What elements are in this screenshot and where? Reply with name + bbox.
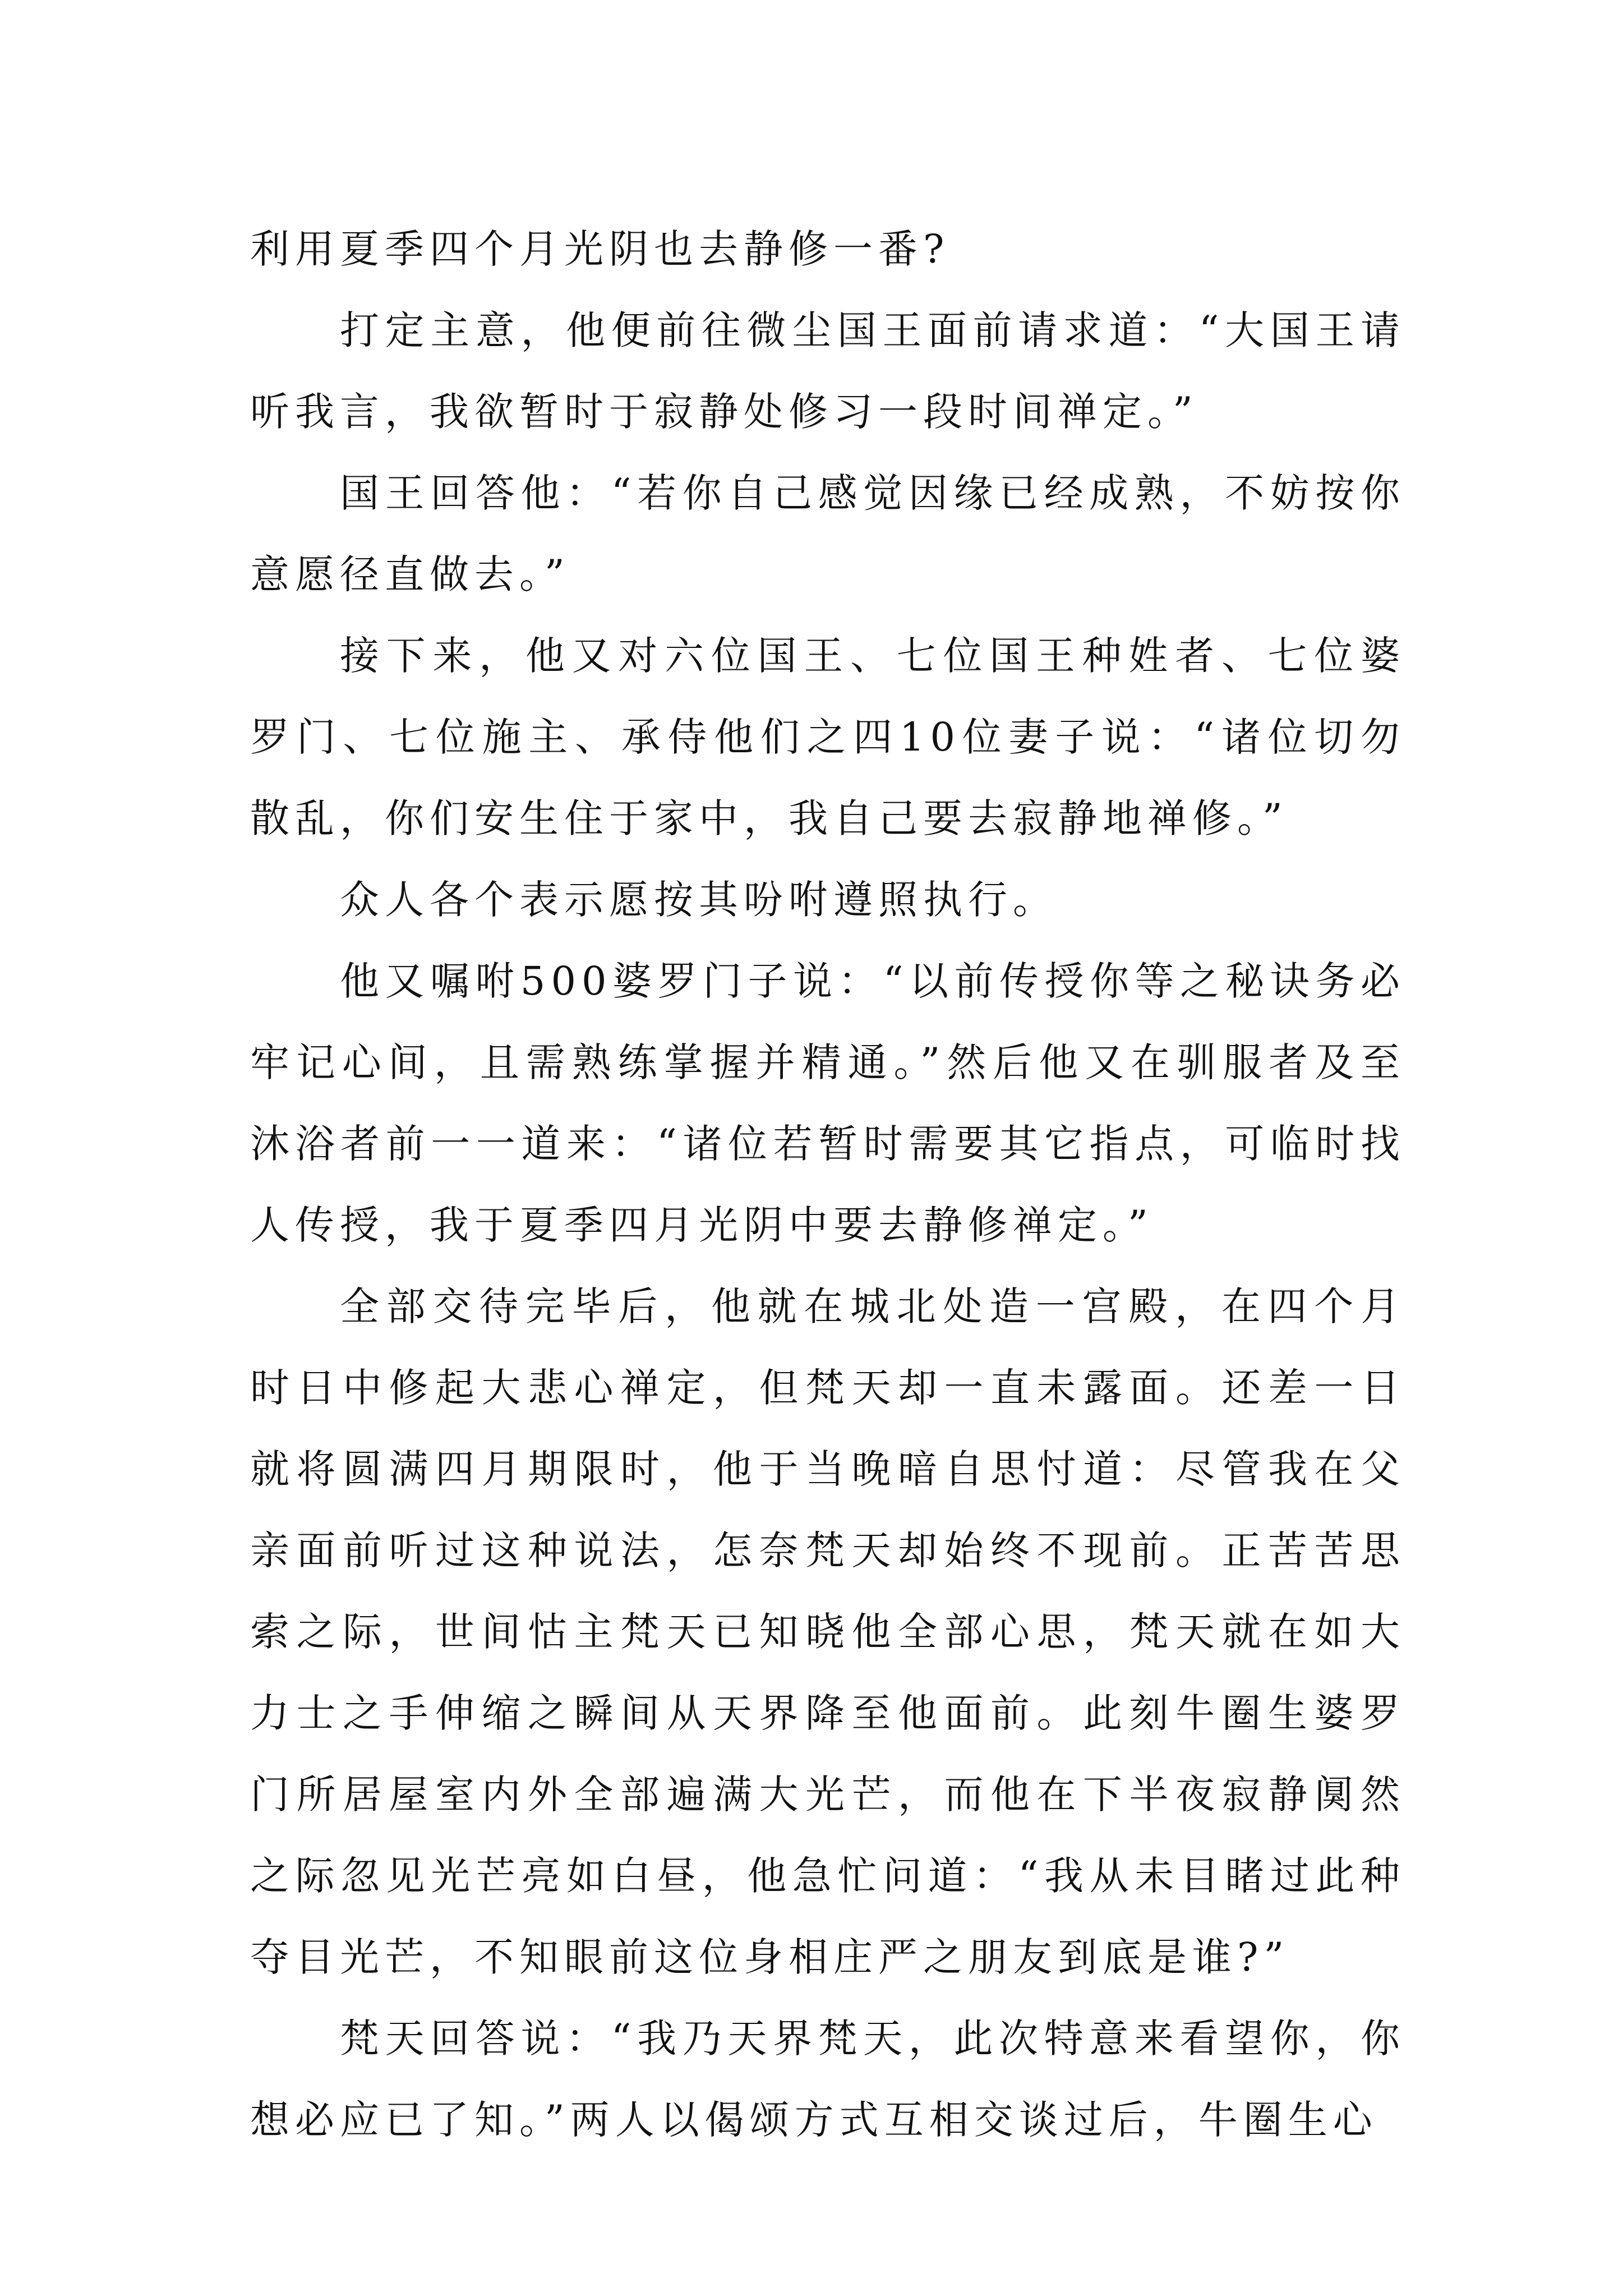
paragraph: 众人各个表示愿按其吩咐遵照执行。 <box>340 877 1058 923</box>
paragraph: 利用夏季四个月光阴也去静修一番? <box>250 226 950 272</box>
paragraph: 国王回答他：“若你自己感觉因缘已经成熟，不妨按你意愿径直做去。” <box>250 470 1405 597</box>
body-text <box>250 209 1405 2161</box>
paragraph: 梵天回答说：“我乃天界梵天，此次特意来看望你，你想必应已了知。”两人以偈颂方式互相交谈过后，牛圈生心 <box>250 2016 1405 2143</box>
paragraph: 接下来，他又对六位国王、七位国王种姓者、七位婆罗门、七位施主、承侍他们之四10位妻子说：“诸位切勿散乱，你们安生住于家中，我自己要去寂静地禅修。” <box>250 633 1405 841</box>
paragraph: 打定主意，他便前往微尘国王面前请求道：“大国王请听我言，我欲暂时于寂静处修习一段时间禅定。” <box>250 307 1405 435</box>
paragraph: 全部交待完毕后，他就在城北处造一宫殿，在四个月时日中修起大悲心禅定，但梵天却一直未露面。还差一日就将圆满四月期限时，他于当晚暗自思忖道：尽管我在父亲面前听过这种说法，怎奈梵天却始终不现前。正苦苦思索之际，世间怙主梵天已知晓他全部心思，梵天就在如大力士之手伸缩之瞬间从天界降至他面前。此刻牛圈生婆罗门所居屋室内外全部遍满大光芒，而他在下半夜寂静阒然之际忽见光芒亮如白昼，他急忙问道：“我从未目睹过此种夺目光芒，不知眼前这位身相庄严之朋友到底是谁?” <box>250 1283 1405 1980</box>
paragraph: 他又嘱咐500婆罗门子说：“以前传授你等之秘诀务必牢记心间，且需熟练掌握并精通。”然后他又在驯服者及至沐浴者前一一道来：“诸位若暂时需要其它指点，可临时找人传授，我于夏季四月光阴中要去静修禅定。” <box>250 958 1405 1248</box>
